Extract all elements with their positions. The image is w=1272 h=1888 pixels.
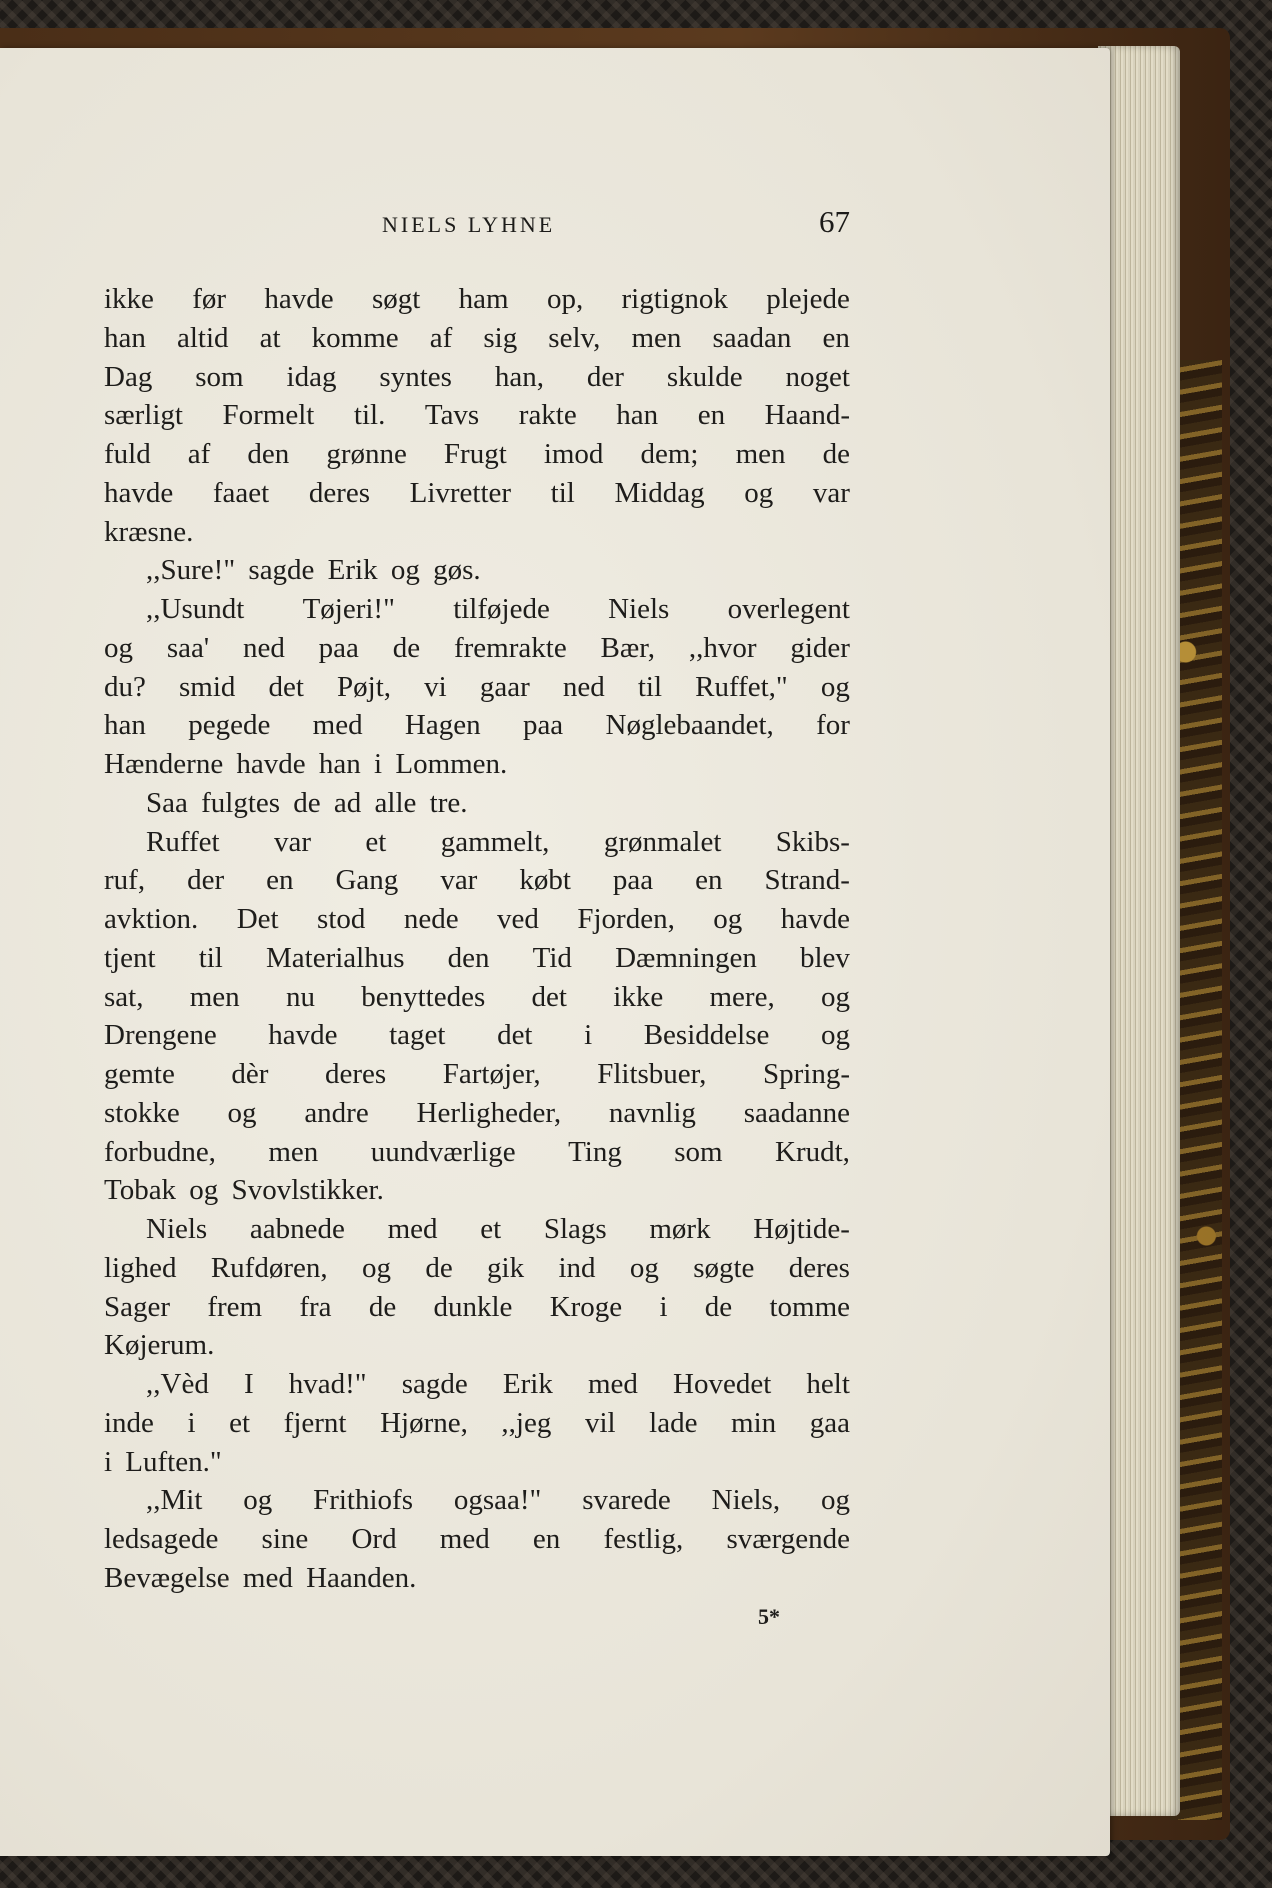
text-line (104, 1055, 850, 1094)
word: inde (104, 1406, 154, 1439)
word: Tavs (424, 399, 480, 432)
word: var (273, 825, 311, 858)
word: Middag (614, 476, 705, 509)
word: som (674, 1135, 723, 1168)
word: Højtide- (753, 1213, 850, 1245)
word: Dag (104, 360, 153, 393)
word: af (187, 438, 211, 470)
word: de (822, 438, 850, 470)
word: fra (299, 1290, 332, 1323)
word: skulde (666, 360, 743, 393)
text-line (104, 978, 850, 1017)
word: et (229, 1406, 251, 1439)
text-line (104, 668, 850, 707)
signature-mark: 5* (758, 1604, 780, 1629)
word: Ruffet (146, 825, 220, 858)
word: Frithiofs (313, 1484, 413, 1517)
word: ,,Usundt (146, 593, 245, 625)
word: gaar (479, 670, 530, 703)
word: paa (522, 709, 564, 742)
word: der (187, 864, 225, 897)
word: og (820, 1484, 850, 1517)
text-line-content: ,,Sure!" sagde Erik og gøs. (146, 554, 481, 587)
text-line (104, 358, 850, 397)
word: en (266, 864, 294, 897)
word: gik (487, 1251, 525, 1284)
word: Formelt (222, 399, 315, 432)
page-number: 67 (819, 204, 850, 239)
word: grønne (326, 438, 407, 470)
word: blev (800, 941, 850, 974)
word: købt (519, 864, 571, 897)
word: de (425, 1251, 453, 1284)
word: han (104, 709, 146, 742)
word: ned (562, 670, 605, 703)
word: og (629, 1251, 659, 1284)
word: benyttedes (361, 980, 486, 1013)
word: et (365, 825, 387, 858)
word: frem (207, 1290, 263, 1323)
text-line-content: Hænderne havde han i Lommen. (104, 748, 508, 780)
text-line-content: Køjerum. (104, 1329, 215, 1362)
word: tomme (769, 1290, 850, 1323)
word: ham (458, 283, 509, 315)
word: grønmalet (603, 825, 722, 858)
word: særligt (104, 399, 183, 432)
word: før (192, 283, 227, 315)
word: Ruffet," (695, 670, 788, 703)
word: der (586, 360, 624, 393)
word: ned (242, 631, 285, 664)
word: Krudt, (775, 1135, 850, 1168)
word: en (822, 321, 850, 354)
word: med (387, 1213, 438, 1245)
word: idag (286, 360, 337, 393)
text-line (104, 1404, 850, 1443)
word: Tid (532, 941, 572, 974)
word: navnlig (608, 1096, 696, 1129)
word: Niels (608, 593, 670, 625)
word: pegede (188, 709, 271, 742)
word: i (584, 1019, 593, 1052)
word: de (368, 1290, 397, 1323)
word: noget (785, 360, 850, 393)
word: søgte (693, 1251, 755, 1284)
word: saa' (166, 631, 210, 664)
word: forbudne, (104, 1135, 216, 1168)
word: selv, (548, 321, 601, 354)
word: min (731, 1406, 777, 1439)
word: ruf, (104, 864, 146, 897)
word: tilføjede (453, 593, 550, 625)
word: den (447, 941, 490, 974)
text-line (104, 280, 850, 319)
word: I (243, 1368, 254, 1400)
word: som (195, 360, 244, 393)
word: Herligheder, (416, 1096, 562, 1129)
word: gemte (104, 1058, 175, 1090)
word: ind (558, 1251, 596, 1284)
text-line (104, 474, 850, 513)
word: smid (178, 670, 236, 703)
text-line (104, 1094, 850, 1133)
word: Drengene (104, 1019, 217, 1052)
word: Materialhus (266, 941, 405, 974)
word: og (104, 631, 133, 664)
word: sværgende (726, 1523, 850, 1555)
word: plejede (766, 283, 850, 315)
word: de (704, 1290, 733, 1323)
word: ved (497, 903, 539, 935)
word: i (659, 1290, 668, 1323)
word: dem; (640, 438, 699, 470)
word: Flitsbuer, (597, 1058, 707, 1090)
word: deres (788, 1251, 850, 1284)
word: nu (285, 980, 315, 1013)
word: Pøjt, (337, 670, 392, 703)
word: lighed (104, 1251, 177, 1284)
word: den (247, 438, 290, 470)
running-title: NIELS LYHNE (382, 212, 556, 237)
word: Erik (502, 1368, 553, 1400)
word: ikke (104, 283, 154, 315)
word: og (744, 476, 774, 509)
text-line (104, 396, 850, 435)
text-line (104, 1133, 850, 1172)
word: Det (236, 903, 279, 935)
text-line-content: Tobak og Svovlstikker. (104, 1174, 384, 1207)
word: en (695, 864, 723, 897)
text-line (104, 551, 850, 590)
word: ,,jeg (501, 1406, 552, 1439)
word: komme (311, 321, 399, 354)
word: havde (268, 1019, 338, 1052)
text-line (104, 1288, 850, 1327)
word: Dæmningen (615, 941, 757, 974)
word: med (312, 709, 363, 742)
text-line (104, 1365, 850, 1404)
word: imod (543, 438, 604, 470)
word: til. (353, 399, 386, 432)
word: andre (304, 1096, 369, 1129)
word: og (820, 980, 850, 1013)
word: gider (790, 631, 850, 664)
word: havde (780, 903, 850, 935)
text-line (104, 1210, 850, 1249)
word: svarede (582, 1484, 671, 1517)
word: saadanne (743, 1096, 850, 1129)
word: for (816, 709, 850, 742)
word: hvad!" (288, 1368, 367, 1400)
word: helt (806, 1368, 850, 1400)
word: de (392, 631, 421, 664)
body-text (104, 280, 850, 1598)
word: stod (317, 903, 366, 935)
word: Haand- (764, 399, 850, 432)
word: nede (403, 903, 459, 935)
text-line (104, 513, 850, 552)
word: han, (494, 360, 544, 393)
word: stokke (104, 1096, 180, 1129)
word: Livretter (409, 476, 512, 509)
word: sat, (104, 980, 144, 1013)
text-line (104, 861, 850, 900)
text-line (104, 1171, 850, 1210)
word: Ting (568, 1135, 622, 1168)
word: Strand- (764, 864, 850, 897)
word: Tøjeri!" (302, 593, 395, 625)
word: altid (176, 321, 229, 354)
word: og (361, 1251, 391, 1284)
text-line (104, 590, 850, 629)
word: taget (389, 1019, 446, 1052)
word: lade (649, 1406, 698, 1439)
running-head (104, 204, 850, 244)
text-line (104, 319, 850, 358)
word: Sager (104, 1290, 171, 1323)
word: men (189, 980, 240, 1013)
word: var (812, 476, 850, 509)
text-line (104, 784, 850, 823)
word: vil (584, 1406, 616, 1439)
word: paa (318, 631, 359, 664)
text-line (104, 1481, 850, 1520)
text-line-content: i Luften." (104, 1445, 222, 1478)
word: ikke (613, 980, 664, 1013)
word: paa (612, 864, 654, 897)
word: Spring- (762, 1058, 850, 1090)
word: fuld (104, 438, 151, 470)
word: det (497, 1019, 533, 1052)
word: Hjørne, (380, 1406, 468, 1439)
word: Hagen (404, 709, 481, 742)
text-line (104, 435, 850, 474)
word: Niels (146, 1213, 208, 1245)
word: deres (308, 476, 370, 509)
word: mere, (709, 980, 775, 1013)
word: sig (483, 321, 518, 354)
word: op, (546, 283, 584, 315)
word: gaa (809, 1406, 850, 1439)
word: ledsagede (104, 1523, 219, 1555)
word: saadan (712, 321, 792, 354)
word: til (198, 941, 223, 974)
word: en (697, 399, 726, 432)
word: var (440, 864, 478, 897)
word: sagde (401, 1368, 468, 1400)
word: syntes (379, 360, 452, 393)
word: rakte (518, 399, 577, 432)
page-edges (1098, 46, 1180, 1816)
word: og (243, 1484, 273, 1517)
text-line (104, 1016, 850, 1055)
word: i (187, 1406, 196, 1439)
word: fremrakte (453, 631, 567, 664)
text-line-content: Bevægelse med Haanden. (104, 1561, 417, 1594)
word: og (713, 903, 743, 935)
word: Gang (335, 864, 399, 897)
word: ,,Vèd (146, 1368, 209, 1400)
word: havde (104, 476, 174, 509)
word: en (532, 1523, 561, 1555)
text-line (104, 1326, 850, 1365)
word: han (104, 321, 146, 354)
word: at (259, 321, 281, 354)
word: et (480, 1213, 502, 1245)
word: han (616, 399, 659, 432)
word: og (227, 1096, 257, 1129)
word: Skibs- (775, 825, 850, 858)
word: rigtignok (621, 283, 728, 315)
word: du? (104, 670, 146, 703)
word: søgt (372, 283, 421, 315)
word: men (631, 321, 682, 354)
word: det (268, 670, 304, 703)
word: Bær, (600, 631, 655, 664)
word: med (587, 1368, 638, 1400)
word: Frugt (443, 438, 507, 470)
word: aabnede (249, 1213, 345, 1245)
text-line (104, 823, 850, 862)
word: Rufdøren, (210, 1251, 328, 1284)
word: fjernt (283, 1406, 347, 1439)
text-line (104, 745, 850, 784)
word: ,,hvor (688, 631, 757, 664)
word: men (735, 438, 786, 470)
word: til (550, 476, 575, 509)
word: avktion. (104, 903, 199, 935)
word: Fartøjer, (442, 1058, 541, 1090)
text-line (104, 629, 850, 668)
word: ogsaa!" (453, 1484, 542, 1517)
word: vi (424, 670, 447, 703)
word: Slags (543, 1213, 607, 1245)
word: det (531, 980, 567, 1013)
word: af (429, 321, 453, 354)
word: havde (264, 283, 334, 315)
word: dèr (231, 1058, 269, 1090)
word: med (439, 1523, 490, 1555)
word: og (820, 670, 850, 703)
word: men (268, 1135, 319, 1168)
word: Kroge (549, 1290, 623, 1323)
text-line (104, 706, 850, 745)
word: mørk (649, 1213, 711, 1245)
word: dunkle (433, 1290, 513, 1323)
word: deres (325, 1058, 387, 1090)
text-line (104, 939, 850, 978)
word: festlig, (603, 1523, 684, 1555)
word: Ord (351, 1523, 397, 1555)
word: tjent (104, 941, 156, 974)
word: uundværlige (370, 1135, 516, 1168)
text-line (104, 900, 850, 939)
text-line (104, 1249, 850, 1288)
word: Besiddelse (643, 1019, 770, 1052)
word: Nøglebaandet, (605, 709, 774, 742)
text-line-content: Saa fulgtes de ad alle tre. (146, 786, 468, 819)
word: overlegent (727, 593, 850, 625)
word: ,,Mit (146, 1484, 203, 1517)
word: Fjorden, (577, 903, 675, 935)
word: og (820, 1019, 850, 1052)
text-line (104, 1559, 850, 1598)
text-line (104, 1443, 850, 1482)
text-line (104, 1520, 850, 1559)
word: til (637, 670, 662, 703)
text-line-content: kræsne. (104, 515, 194, 548)
word: gammelt, (440, 825, 550, 858)
word: sine (261, 1523, 309, 1555)
word: Niels, (711, 1484, 781, 1517)
word: Hovedet (673, 1368, 772, 1400)
word: faaet (212, 476, 270, 509)
